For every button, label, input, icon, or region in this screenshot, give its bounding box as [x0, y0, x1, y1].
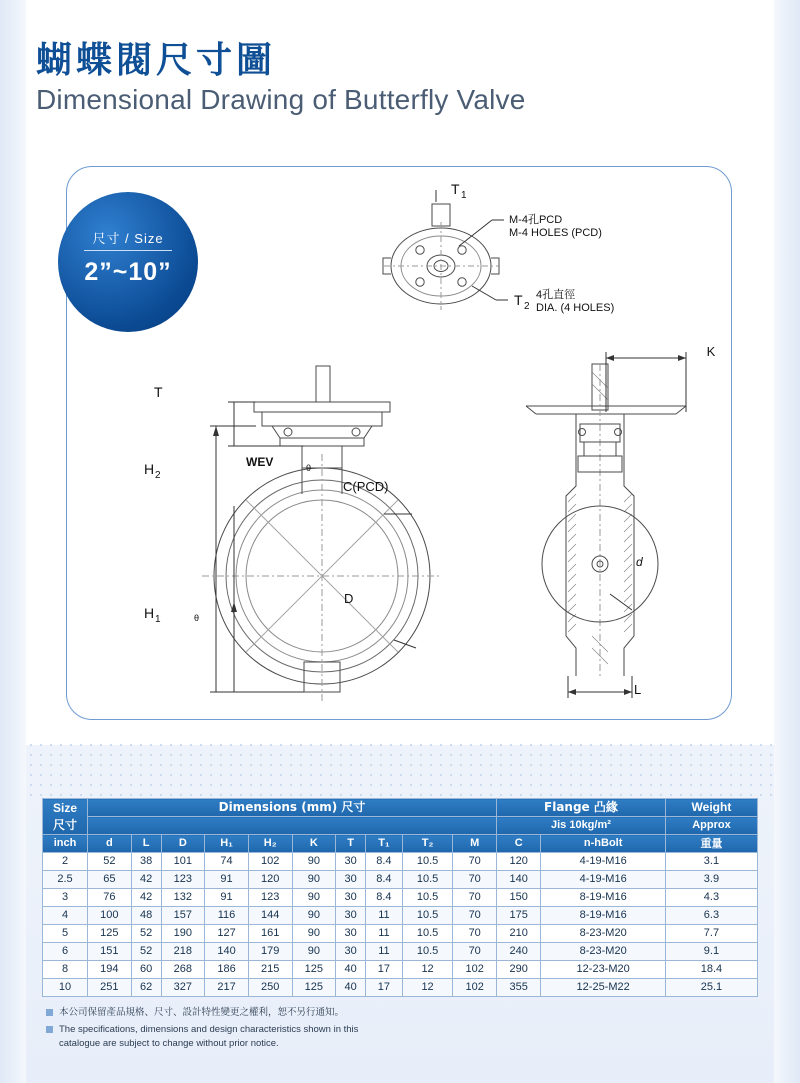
bullet-square-icon: [46, 1009, 53, 1016]
table-cell: 4.3: [665, 889, 757, 907]
label-t1: T: [451, 181, 460, 197]
table-cell: 8.4: [366, 871, 403, 889]
table-cell: 48: [131, 907, 161, 925]
note-chinese-row: [46, 1006, 686, 1020]
table-cell: 10.5: [402, 871, 453, 889]
brand-mark: WEV: [246, 455, 274, 469]
table-cell: 140: [205, 943, 249, 961]
table-cell: 65: [88, 871, 132, 889]
table-cell: 2.5: [43, 871, 88, 889]
table-cell: 18.4: [665, 961, 757, 979]
table-cell: 76: [88, 889, 132, 907]
col-T1: T₁: [366, 835, 403, 853]
table-cell: 52: [131, 943, 161, 961]
table-cell: 10.5: [402, 943, 453, 961]
table-cell: 70: [453, 943, 497, 961]
table-cell: 151: [88, 943, 132, 961]
table-cell: 90: [292, 871, 336, 889]
table-cell: 102: [453, 961, 497, 979]
label-theta-bottom: θ: [194, 613, 200, 623]
table-cell: 102: [248, 853, 292, 871]
table-cell: 30: [336, 871, 366, 889]
table-cell: 179: [248, 943, 292, 961]
col-T: T: [336, 835, 366, 853]
label-h2-sub: 2: [155, 470, 161, 481]
table-cell: 38: [131, 853, 161, 871]
table-cell: 4-19-M16: [541, 871, 665, 889]
label-theta-top: θ: [306, 463, 312, 473]
table-cell: 217: [205, 979, 249, 997]
table-cell: 7.7: [665, 925, 757, 943]
spec-table-body: [43, 853, 758, 997]
table-row: [43, 943, 758, 961]
table-cell: 10.5: [402, 889, 453, 907]
label-dia-cn: 4孔直徑: [536, 289, 576, 301]
note-english-line2: catalogue are subject to change without prior notice.: [59, 1037, 279, 1049]
table-cell: 40: [336, 979, 366, 997]
note-chinese: 本公司保留產品規格、尺寸、設計特性變更之權利，恕不另行通知。: [59, 1007, 345, 1018]
table-cell: 30: [336, 889, 366, 907]
table-cell: 355: [497, 979, 541, 997]
table-cell: 8: [43, 961, 88, 979]
table-cell: 90: [292, 925, 336, 943]
dot-pattern-band: [26, 740, 774, 800]
label-c-pcd: C(PCD): [343, 479, 389, 494]
table-cell: 4-19-M16: [541, 853, 665, 871]
table-cell: 8-23-M20: [541, 925, 665, 943]
table-cell: 90: [292, 889, 336, 907]
note-english-row: [46, 1023, 686, 1051]
table-cell: 70: [453, 925, 497, 943]
table-cell: 42: [131, 889, 161, 907]
table-cell: 12-25-M22: [541, 979, 665, 997]
table-cell: 17: [366, 979, 403, 997]
table-cell: 215: [248, 961, 292, 979]
table-cell: 123: [161, 871, 205, 889]
table-cell: 70: [453, 889, 497, 907]
table-cell: 290: [497, 961, 541, 979]
table-row: [43, 907, 758, 925]
bullet-square-icon-2: [46, 1026, 53, 1033]
table-cell: 194: [88, 961, 132, 979]
table-cell: 100: [88, 907, 132, 925]
table-cell: 30: [336, 943, 366, 961]
table-cell: 42: [131, 871, 161, 889]
table-cell: 74: [205, 853, 249, 871]
note-english-line1: The specifications, dimensions and design characteristics shown in this: [59, 1023, 359, 1035]
label-t2-sub: 2: [524, 301, 530, 312]
table-cell: 90: [292, 943, 336, 961]
col-D: D: [161, 835, 205, 853]
table-cell: 4: [43, 907, 88, 925]
size-badge-divider: [84, 250, 172, 251]
table-cell: 10: [43, 979, 88, 997]
table-row: [43, 961, 758, 979]
table-cell: 90: [292, 907, 336, 925]
table-cell: 3.9: [665, 871, 757, 889]
table-cell: 268: [161, 961, 205, 979]
th-weight: Weight: [665, 799, 757, 817]
table-cell: 120: [248, 871, 292, 889]
label-h1: H: [144, 605, 155, 621]
notes-block: [46, 1006, 686, 1053]
table-cell: 10.5: [402, 925, 453, 943]
label-t: T: [154, 384, 163, 400]
table-cell: 175: [497, 907, 541, 925]
th-flange: Flange 凸緣: [497, 799, 666, 817]
table-cell: 90: [292, 853, 336, 871]
table-cell: 8.4: [366, 853, 403, 871]
table-cell: 60: [131, 961, 161, 979]
spec-table: [42, 798, 758, 997]
table-cell: 12-23-M20: [541, 961, 665, 979]
table-cell: 70: [453, 871, 497, 889]
table-cell: 12: [402, 979, 453, 997]
table-cell: 52: [131, 925, 161, 943]
table-row: [43, 925, 758, 943]
label-dia-en: DIA. (4 HOLES): [536, 302, 615, 314]
table-row: [43, 853, 758, 871]
table-cell: 127: [205, 925, 249, 943]
table-cell: 70: [453, 907, 497, 925]
table-cell: 11: [366, 943, 403, 961]
th-spacer: [88, 817, 497, 835]
th-size-en: Size: [52, 800, 77, 815]
table-cell: 40: [336, 961, 366, 979]
col-L: L: [131, 835, 161, 853]
spec-table-wrapper: [42, 798, 758, 997]
table-cell: 157: [161, 907, 205, 925]
col-weight: 重量: [665, 835, 757, 853]
table-header-row-2: [43, 817, 758, 835]
table-cell: 125: [292, 979, 336, 997]
page-title-english: Dimensional Drawing of Butterfly Valve: [36, 84, 526, 115]
th-dimensions: Dimensions (mm) 尺寸: [88, 799, 497, 817]
table-cell: 132: [161, 889, 205, 907]
table-column-header-row: [43, 835, 758, 853]
col-K: K: [292, 835, 336, 853]
label-d-small: d: [636, 555, 643, 569]
col-T2: T₂: [402, 835, 453, 853]
table-cell: 116: [205, 907, 249, 925]
table-cell: 30: [336, 907, 366, 925]
table-cell: 30: [336, 925, 366, 943]
table-cell: 161: [248, 925, 292, 943]
table-cell: 25.1: [665, 979, 757, 997]
table-cell: 91: [205, 889, 249, 907]
size-badge-range: 2”~10”: [84, 258, 172, 286]
label-h1-sub: 1: [155, 614, 161, 625]
col-H2: H₂: [248, 835, 292, 853]
right-edge-gradient: [774, 0, 800, 1083]
table-cell: 144: [248, 907, 292, 925]
table-cell: 9.1: [665, 943, 757, 961]
table-cell: 123: [248, 889, 292, 907]
col-C: C: [497, 835, 541, 853]
table-cell: 10.5: [402, 853, 453, 871]
table-cell: 10.5: [402, 907, 453, 925]
table-cell: 190: [161, 925, 205, 943]
table-cell: 8-19-M16: [541, 889, 665, 907]
col-bolt: n-hBolt: [541, 835, 665, 853]
table-cell: 210: [497, 925, 541, 943]
table-cell: 91: [205, 871, 249, 889]
label-h2: H: [144, 461, 155, 477]
table-row: [43, 889, 758, 907]
table-cell: 186: [205, 961, 249, 979]
table-cell: 70: [453, 853, 497, 871]
table-cell: 3: [43, 889, 88, 907]
table-cell: 218: [161, 943, 205, 961]
label-t1-sub: 1: [461, 190, 467, 201]
page-title-chinese: 蝴蝶閥尺寸圖: [36, 40, 277, 81]
table-cell: 11: [366, 907, 403, 925]
size-badge-label: 尺寸 / Size: [92, 231, 164, 246]
table-cell: 250: [248, 979, 292, 997]
table-header-row-1: [43, 799, 758, 817]
label-pcd-en: M-4 HOLES (PCD): [509, 227, 602, 239]
table-cell: 101: [161, 853, 205, 871]
col-M: M: [453, 835, 497, 853]
label-t2: T: [514, 292, 523, 308]
table-cell: 251: [88, 979, 132, 997]
col-inch: inch: [43, 835, 88, 853]
table-cell: 150: [497, 889, 541, 907]
table-cell: 8-19-M16: [541, 907, 665, 925]
col-d: d: [88, 835, 132, 853]
table-row: [43, 871, 758, 889]
table-cell: 3.1: [665, 853, 757, 871]
table-cell: 62: [131, 979, 161, 997]
label-l: L: [634, 682, 642, 697]
table-cell: 240: [497, 943, 541, 961]
table-cell: 52: [88, 853, 132, 871]
note-english: [59, 1023, 358, 1051]
table-cell: 6: [43, 943, 88, 961]
table-cell: 30: [336, 853, 366, 871]
th-size: [43, 799, 88, 835]
th-approx: Approx: [665, 817, 757, 835]
label-pcd-cn: M-4孔PCD: [509, 214, 563, 226]
th-size-cn: 尺寸: [52, 817, 77, 832]
table-cell: 8.4: [366, 889, 403, 907]
label-k: K: [706, 344, 716, 359]
th-jis: Jis 10kg/m²: [497, 817, 666, 835]
table-cell: 12: [402, 961, 453, 979]
table-cell: 17: [366, 961, 403, 979]
table-cell: 102: [453, 979, 497, 997]
table-cell: 125: [88, 925, 132, 943]
table-row: [43, 979, 758, 997]
label-d: D: [344, 591, 354, 606]
left-edge-gradient: [0, 0, 26, 1083]
col-H1: H₁: [205, 835, 249, 853]
table-cell: 5: [43, 925, 88, 943]
table-cell: 120: [497, 853, 541, 871]
table-cell: 140: [497, 871, 541, 889]
table-cell: 125: [292, 961, 336, 979]
table-cell: 2: [43, 853, 88, 871]
table-cell: 6.3: [665, 907, 757, 925]
table-cell: 11: [366, 925, 403, 943]
table-cell: 8-23-M20: [541, 943, 665, 961]
table-cell: 327: [161, 979, 205, 997]
size-badge: [58, 192, 198, 332]
